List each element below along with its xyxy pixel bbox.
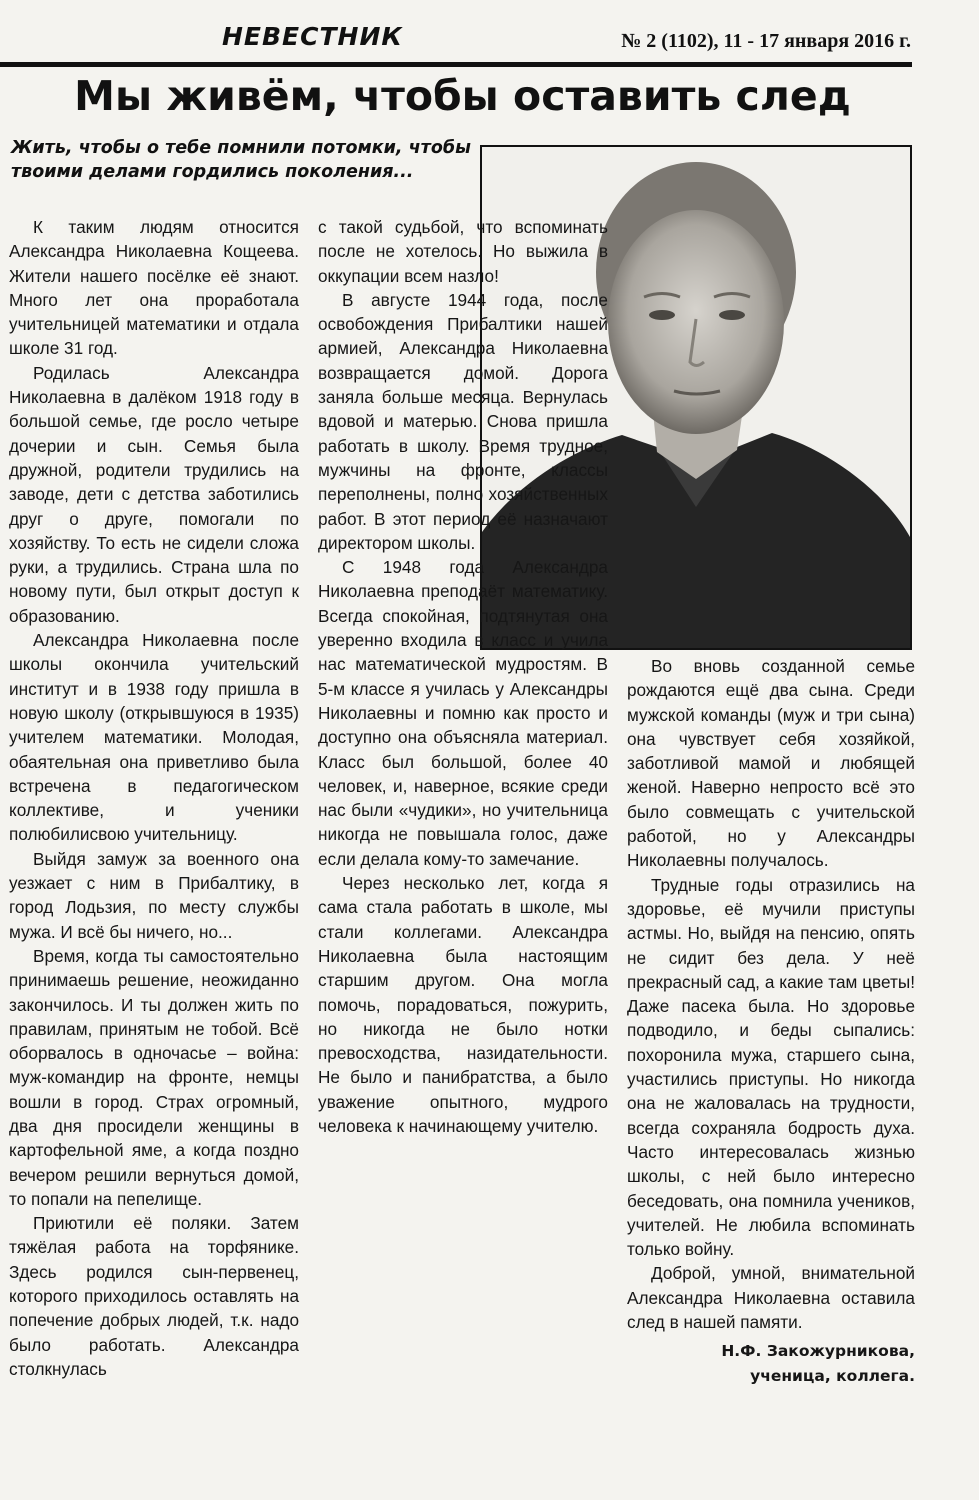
- article-column-1: [9, 215, 299, 1381]
- paragraph: К таким людям относится Александра Николаевна Кощеева. Жители нашего посёлке её знают. Много лет она проработала учительницей математики и отдала школе 31 год.: [9, 217, 299, 359]
- header-rule: [0, 62, 912, 67]
- paragraph: Родилась Александра Николаевна в далёком 1918 году в большой семье, где росло четыре дочерии и сын. Семья была дружной, родители трудились на заводе, дети с детства заботились друг о друге, помогали по хозяйству. То есть не сидели сложа руки, а трудились. Страна шла по новому пути, был открыт доступ к образованию.: [9, 362, 299, 626]
- paragraph: С 1948 года Александра Николаевна преподаёт математику. Всегда спокойная, подтянутая она уверенно входила в класс и учила нас математической мудростям. В 5-м классе я училась у Александры Николаевны и помню как просто и доступно она объясняла материал. Класс был большой, более 40 человек, и, наверное, всякие среди нас были «чудики», но учительница никогда не повышала голос, даже если делала кому-то замечание.: [318, 557, 608, 869]
- issue-info: № 2 (1102), 11 - 17 января 2016 г.: [621, 30, 911, 52]
- paragraph: с такой судьбой, что вспоминать после не хотелось. Но выжила в оккупации всем назло!: [318, 217, 608, 286]
- author-signature: [627, 1339, 915, 1388]
- author-role: ученица, коллега.: [750, 1366, 915, 1385]
- paragraph: Через несколько лет, когда я сама стала работать в школе, мы стали коллегами. Александра Николаевна была настоящим старшим другом. Она могла помочь, порадоваться, пожурить, но никогда не было нотки превосходства, назидательности. Не было и панибратства, а было уважение опытного, мудрого человека к начинающему учителю.: [318, 873, 608, 1136]
- paragraph: Во вновь созданной семье рождаются ещё два сына. Среди мужской команды (муж и три сына) она чувствует себя хозяйкой, заботливой мамой и любящей женой. Наверно непросто всё это было совмещать с учительской работой, но у Александры Николаевны получалось.: [627, 656, 915, 871]
- paragraph: Трудные годы отразились на здоровье, её мучили приступы астмы. Но, выйдя на пенсию, опять не сидит без дела. У неё прекрасный сад, а какие там цветы! Даже пасека была. Но здоровье подводило, и беды сыпались: похоронила мужа, старшего сына, участились приступы. Но никогда она не жаловалась на трудности, всегда сохраняла бодрость духа. Часто интересовалась жизнью школы, с ней было интересно беседовать, она помнила учеников, учителей. Не любила вспоминать только войну.: [627, 874, 915, 1260]
- article-headline: Мы живём, чтобы оставить след: [74, 72, 851, 120]
- paragraph: Приютили её поляки. Затем тяжёлая работа на торфянике. Здесь родился сын-первенец, которого приходилось оставлять на попечение добрых людей, т.к. надо было работать. Александра столкнулась: [9, 1213, 299, 1379]
- paragraph: В августе 1944 года, после освобождения Прибалтики нашей армией, Александра Николаевна возвращается домой. Дорога заняла больше месяца. Вернулась вдовой и матерью. Снова пришла работать в школу. Время трудное, мужчины на фронте, классы переполнены, полно хозяйственных работ. В этот период её назначают директором школы.: [318, 289, 608, 553]
- paragraph: Выйдя замуж за военного она уезжает с ним в Прибалтику, в город Лодьзия, по месту службы мужа. И всё бы ничего, но...: [9, 848, 299, 942]
- author-name: Н.Ф. Закожурникова,: [721, 1342, 915, 1361]
- article-lead: Жить, чтобы о тебе помнили потомки, чтобы твоими делами гордились поколения...: [11, 138, 471, 182]
- paragraph: Александра Николаевна после школы окончила учительский институт и в 1938 году пришла в новую школу (открывшуюся в 1935) учителем математики. Молодая, обаятельная она приветливо была встречена в педагогическом коллективе, и ученики полюбилисвою учительницу.: [9, 630, 299, 845]
- newspaper-name: НЕВЕСТНИК: [222, 22, 403, 51]
- paragraph: Доброй, умной, внимательной Александра Николаевна оставила след в нашей памяти.: [627, 1263, 915, 1333]
- article-column-2: [318, 215, 608, 1138]
- paragraph: Время, когда ты самостоятельно принимаешь решение, неожиданно закончилось. И ты должен жить по правилам, принятым не тобой. Всё оборвалось в одночасье – война: муж-командир на фронте, немцы вошли в город. Страх огромный, два дня просидели женщины в картофельной яме, а когда поздно вечером решили вернуться домой, то попали на пепелище.: [9, 945, 299, 1209]
- article-column-3: [627, 654, 915, 1388]
- page-header: [0, 0, 979, 72]
